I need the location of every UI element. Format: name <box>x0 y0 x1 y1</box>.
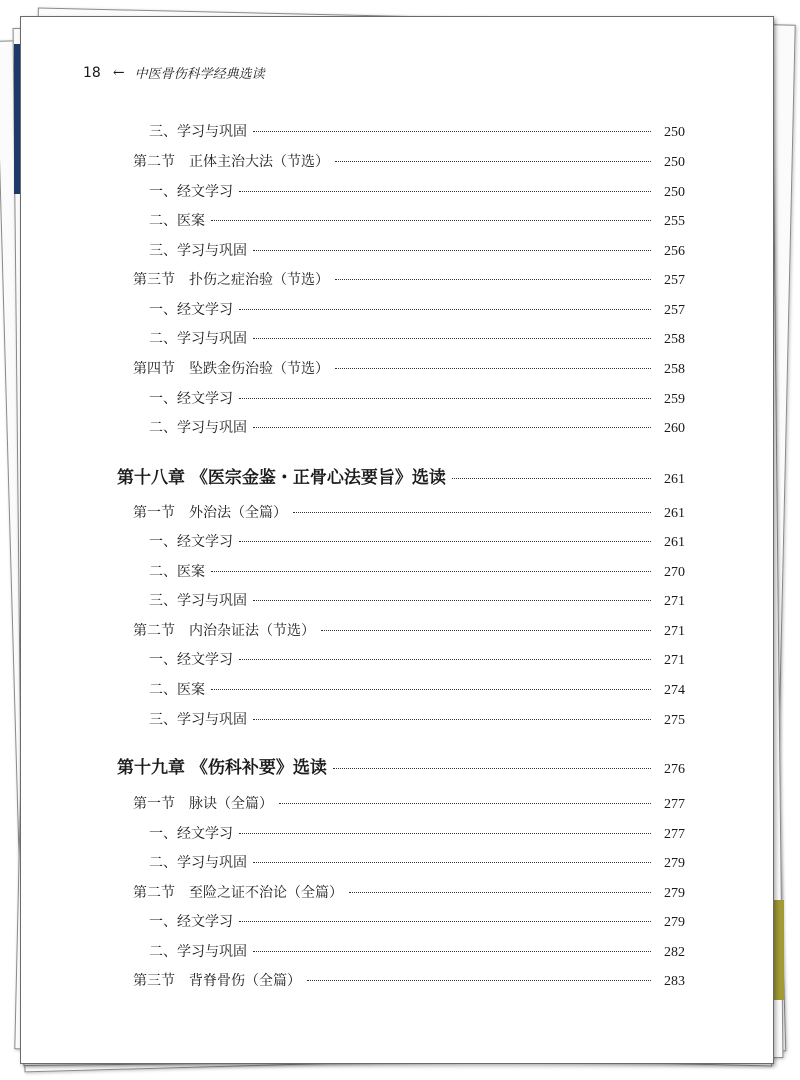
dot-leader <box>293 512 651 513</box>
toc-entry-page-number: 279 <box>664 856 685 871</box>
toc-subsection-entry[interactable] <box>149 911 685 931</box>
toc-subsection-entry[interactable] <box>149 941 685 961</box>
dot-leader <box>279 803 651 804</box>
book-page <box>20 16 774 1064</box>
toc-section-entry[interactable] <box>133 269 685 289</box>
toc-entry-page-number: 250 <box>664 185 685 200</box>
toc-entry-label: 第三节 扑伤之症治验（节选） <box>133 272 329 288</box>
dot-leader <box>253 338 651 339</box>
toc-entry-label: 二、医案 <box>149 682 205 698</box>
toc-entry-label: 三、学习与巩固 <box>149 243 247 259</box>
dot-leader <box>253 600 651 601</box>
toc-entry-page-number: 256 <box>664 244 685 259</box>
toc-subsection-entry[interactable] <box>149 709 685 729</box>
toc-entry-label: 第十八章 《医宗金鉴・正骨心法要旨》选读 <box>117 468 446 488</box>
dot-leader <box>253 719 651 720</box>
dot-leader <box>239 398 651 399</box>
toc-entry-page-number: 274 <box>664 683 685 698</box>
toc-entry-page-number: 275 <box>664 713 685 728</box>
toc-entry-page-number: 271 <box>664 624 685 639</box>
toc-entry-label: 第二节 正体主治大法（节选） <box>133 154 329 170</box>
toc-entry-page-number: 250 <box>664 155 685 170</box>
dot-leader <box>253 427 651 428</box>
toc-entry-page-number: 261 <box>664 472 685 487</box>
arrow-left-icon: ← <box>112 64 125 81</box>
toc-entry-label: 一、经文学习 <box>149 391 233 407</box>
toc-section-entry[interactable] <box>133 151 685 171</box>
toc-subsection-entry[interactable] <box>149 328 685 348</box>
toc-subsection-entry[interactable] <box>149 181 685 201</box>
toc-entry-page-number: 279 <box>664 886 685 901</box>
toc-entry-label: 三、学习与巩固 <box>149 124 247 140</box>
page-number: 18 <box>83 64 101 81</box>
toc-subsection-entry[interactable] <box>149 299 685 319</box>
toc-entry-label: 二、医案 <box>149 213 205 229</box>
toc-entry-page-number: 260 <box>664 421 685 436</box>
book-title: 中医骨伤科学经典选读 <box>134 67 265 82</box>
toc-subsection-entry[interactable] <box>149 210 685 230</box>
toc-entry-label: 第二节 内治杂证法（节选） <box>133 623 315 639</box>
toc-chapter-entry[interactable] <box>117 463 685 488</box>
toc-entry-page-number: 271 <box>664 594 685 609</box>
toc-subsection-entry[interactable] <box>149 388 685 408</box>
dot-leader <box>239 659 651 660</box>
toc-entry-label: 一、经文学习 <box>149 914 233 930</box>
toc-entry-label: 第二节 至险之证不治论（全篇） <box>133 885 343 901</box>
toc-entry-page-number: 277 <box>664 827 685 842</box>
dot-leader <box>307 980 651 981</box>
dot-leader <box>239 921 651 922</box>
cover-edge-accent <box>774 900 784 1000</box>
toc-entry-page-number: 259 <box>664 392 685 407</box>
toc-entry-label: 一、经文学习 <box>149 652 233 668</box>
toc-subsection-entry[interactable] <box>149 531 685 551</box>
toc-entry-page-number: 270 <box>664 565 685 580</box>
dot-leader <box>333 768 651 769</box>
toc-entry-label: 二、学习与巩固 <box>149 420 247 436</box>
table-of-contents <box>21 17 773 1063</box>
dot-leader <box>253 862 651 863</box>
toc-entry-page-number: 258 <box>664 332 685 347</box>
toc-subsection-entry[interactable] <box>149 561 685 581</box>
toc-entry-label: 第四节 坠跌金伤治验（节选） <box>133 361 329 377</box>
dot-leader <box>253 250 651 251</box>
dot-leader <box>239 309 651 310</box>
toc-entry-label: 一、经文学习 <box>149 826 233 842</box>
toc-section-entry[interactable] <box>133 502 685 522</box>
dot-leader <box>239 541 651 542</box>
dot-leader <box>211 220 651 221</box>
dot-leader <box>253 131 651 132</box>
toc-section-entry[interactable] <box>133 358 685 378</box>
dot-leader <box>211 689 651 690</box>
toc-entry-page-number: 258 <box>664 362 685 377</box>
dot-leader <box>239 191 651 192</box>
toc-entry-page-number: 257 <box>664 303 685 318</box>
toc-entry-label: 第三节 背脊骨伤（全篇） <box>133 973 301 989</box>
toc-entry-page-number: 277 <box>664 797 685 812</box>
toc-chapter-entry[interactable] <box>117 753 685 778</box>
toc-subsection-entry[interactable] <box>149 417 685 437</box>
toc-entry-label: 第一节 脉诀（全篇） <box>133 796 273 812</box>
dot-leader <box>253 951 651 952</box>
toc-section-entry[interactable] <box>133 970 685 990</box>
toc-subsection-entry[interactable] <box>149 240 685 260</box>
toc-subsection-entry[interactable] <box>149 590 685 610</box>
toc-entry-label: 三、学习与巩固 <box>149 593 247 609</box>
toc-subsection-entry[interactable] <box>149 679 685 699</box>
toc-entry-label: 三、学习与巩固 <box>149 712 247 728</box>
toc-section-entry[interactable] <box>133 882 685 902</box>
dot-leader <box>452 478 651 479</box>
dot-leader <box>321 630 651 631</box>
toc-subsection-entry[interactable] <box>149 823 685 843</box>
dot-leader <box>335 368 651 369</box>
toc-entry-page-number: 279 <box>664 915 685 930</box>
toc-subsection-entry[interactable] <box>149 852 685 872</box>
toc-entry-page-number: 261 <box>664 535 685 550</box>
toc-entry-page-number: 261 <box>664 506 685 521</box>
toc-entry-label: 二、学习与巩固 <box>149 855 247 871</box>
dot-leader <box>335 161 651 162</box>
toc-entry-page-number: 271 <box>664 653 685 668</box>
dot-leader <box>211 571 651 572</box>
toc-section-entry[interactable] <box>133 793 685 813</box>
toc-entry-label: 第十九章 《伤科补要》选读 <box>117 758 327 778</box>
toc-entry-label: 一、经文学习 <box>149 184 233 200</box>
toc-entry-page-number: 250 <box>664 125 685 140</box>
toc-entry-page-number: 255 <box>664 214 685 229</box>
toc-entry-page-number: 257 <box>664 273 685 288</box>
toc-subsection-entry[interactable] <box>149 121 685 141</box>
toc-entry-label: 一、经文学习 <box>149 534 233 550</box>
toc-entry-label: 一、经文学习 <box>149 302 233 318</box>
toc-entry-label: 二、学习与巩固 <box>149 331 247 347</box>
toc-entry-page-number: 283 <box>664 974 685 989</box>
toc-entry-page-number: 282 <box>664 945 685 960</box>
dot-leader <box>335 279 651 280</box>
dot-leader <box>239 833 651 834</box>
dot-leader <box>349 892 651 893</box>
toc-section-entry[interactable] <box>133 620 685 640</box>
toc-entry-page-number: 276 <box>664 762 685 777</box>
toc-subsection-entry[interactable] <box>149 649 685 669</box>
toc-entry-label: 第一节 外治法（全篇） <box>133 505 287 521</box>
toc-entry-label: 二、学习与巩固 <box>149 944 247 960</box>
toc-entry-label: 二、医案 <box>149 564 205 580</box>
